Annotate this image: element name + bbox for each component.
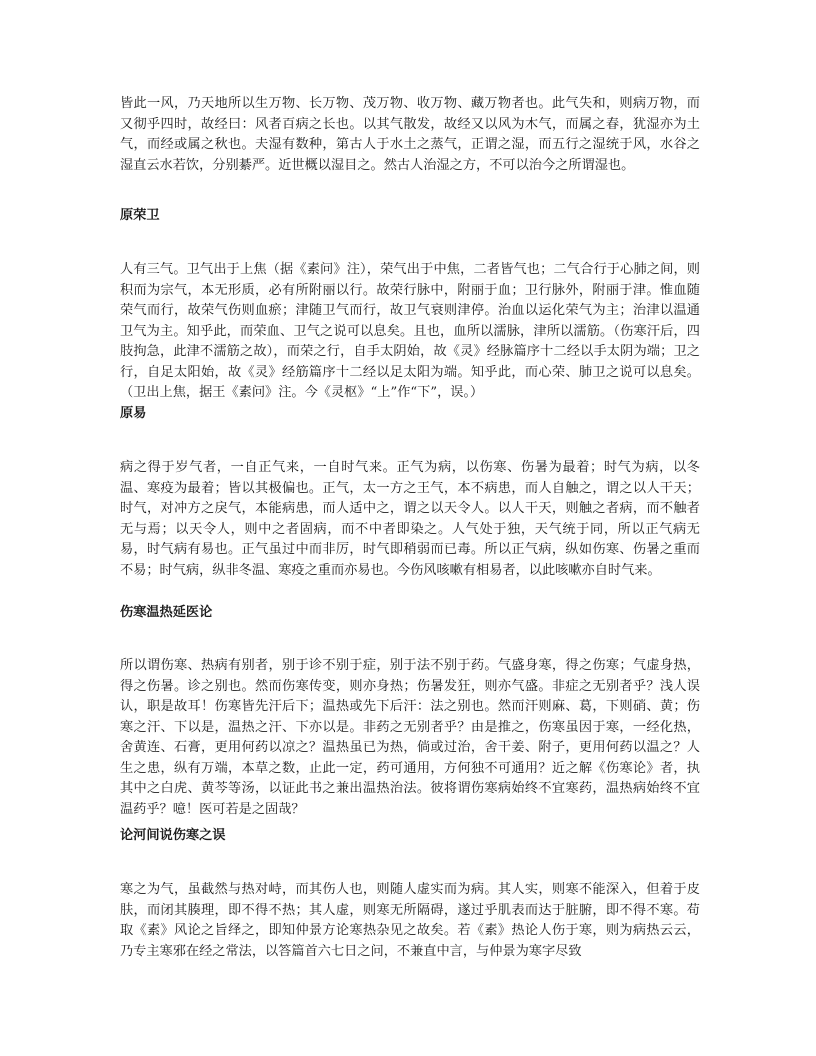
paragraph-he-jian: 寒之为气，虽截然与热对峙，而其伤人也，则随人虚实而为病。其人实，则寒不能深入，但着于皮肤，而闭其腠理，即不得不热；其人虚，则寒无所隔碍，遂过乎肌表而达于脏腑，即不得不寒。苟取《素》风论之旨绎之，即知仲景方论寒热杂见之故矣。若《素》热论人伤于寒，则为病热云云，乃专主寒邪在经之常法，以答篇首六七日之问，不兼直中言，与仲景为寒字尽致 — [120, 882, 700, 959]
section-heading-yuan-yi: 原易 — [120, 406, 147, 421]
paragraph-yuan-rong-wei: 人有三气。卫气出于上焦（据《素问》注），荣气出于中焦，二者皆气也；二气合行于心肺之间，则积而为宗气，本无形质，必有所附丽以行。故荣行脉中，附丽于血；卫行脉外，附丽于津。惟血随荣气而行，故荣气伤则血瘀；津随卫气而行，故卫气衰则津停。治血以运化荣气为主；治津以温通卫气为主。知乎此，而荣血、卫气之说可以息矣。且也，血所以濡脉，津所以濡筋。（伤寒汗后，四肢拘急，此津不濡筋之故），而荣之行，自手太阴始，故《灵》经脉篇序十二经以手太阴为端；卫之行，自足太阳始，故《灵》经筋篇序十二经以足太阳为端。知乎此，而心荣、肺卫之说可以息矣。（卫出上焦，据王《素问》注。今《灵枢》“上”作“下”，误。） — [120, 262, 700, 400]
paragraph-shang-han-wen-re: 所以谓伤寒、热病有别者，别于诊不别于症，别于法不别于药。气盛身寒，得之伤寒；气虚身热，得之伤暑。诊之别也。然而伤寒传变，则亦身热；伤暑发狂，则亦气盛。非症之无别者乎？浅人误认，职是故耳！伤寒皆先汗后下；温热或先下后汗：法之别也。然而汗则麻、葛，下则硝、黄；伤寒之汗、下以是，温热之汗、下亦以是。非药之无别者乎？由是推之，伤寒虽因于寒，一经化热，舍黄连、石膏，更用何药以凉之？温热虽已为热，倘或过治，舍干姜、附子，更用何药以温之？人生之患，纵有万端，本草之数，止此一定，药可通用，方何独不可通用？近之解《伤寒论》者，执其中之白虎、黄芩等汤，以证此书之兼出温热治法。彼将谓伤寒病始终不宜寒药，温热病始终不宜温药乎？噫！医可若是之固哉？ — [120, 658, 700, 817]
section-heading-shang-han-wen-re: 伤寒温热延医论 — [120, 605, 213, 620]
section-heading-he-jian: 论河间说伤寒之误 — [120, 828, 226, 843]
section-heading-yuan-rong-wei: 原荣卫 — [120, 208, 160, 223]
paragraph-yuan-yi: 病之得于岁气者，一自正气来，一自时气来。正气为病，以伤寒、伤暑为最着；时气为病，以冬温、寒疫为最着；皆以其极偏也。正气，太一方之王气，本不病患，而人自触之，谓之以人干天；时气，对冲方之戾气，本能病患，而人适中之，谓之以天令人。以人干天，则触之者病，而不触者无与焉；以天令人，则中之者固病，而不中者即染之。人气处于独，天气统于同，所以正气病无易，时气病有易也。正气虽过中而非厉，时气即稍弱而已毒。所以正气病，纵如伤寒、伤暑之重而不易；时气病，纵非冬温、寒疫之重而亦易也。今伤风咳嗽有相易者，以此咳嗽亦自时气来。 — [120, 460, 700, 578]
paragraph-intro: 皆此一风，乃天地所以生万物、长万物、茂万物、收万物、藏万物者也。此气失和，则病万物，而又彻乎四时，故经曰：风者百病之长也。以其气散发，故经又以风为木气，而属之春，犹湿亦为土气，而经或属之秋也。夫湿有数种，第古人于水土之蒸气，正谓之湿，而五行之湿统于风，水谷之湿直云水若饮，分别綦严。近世概以湿目之。然古人治湿之方，不可以治今之所谓湿也。 — [120, 96, 700, 173]
